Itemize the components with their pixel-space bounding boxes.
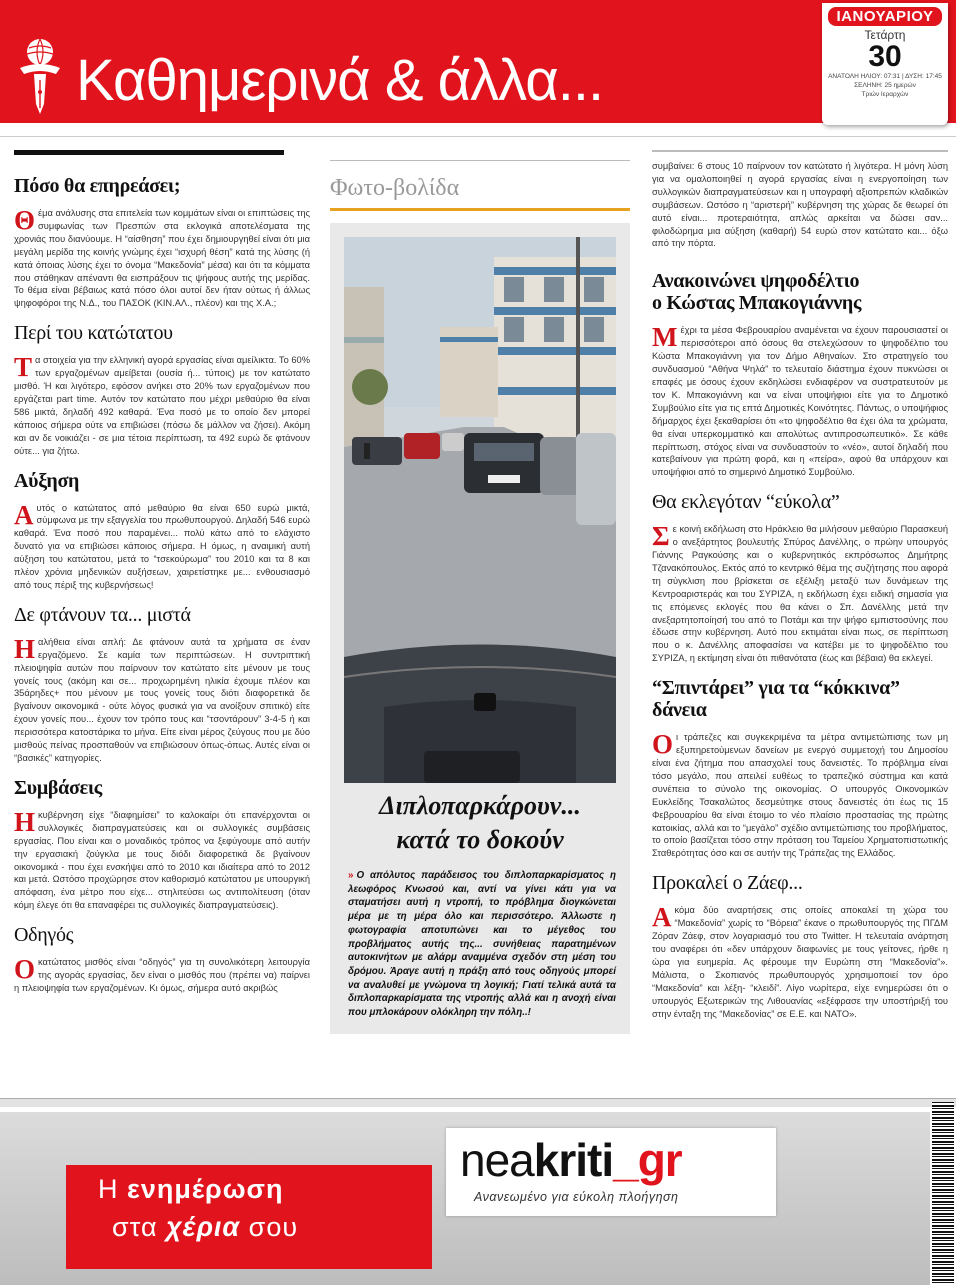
article-title: “Σπιντάρει” για τα “κόκκινα” δάνεια [652,677,900,722]
advertisement-banner[interactable] [0,1112,930,1285]
masthead-title: Καθημερινά & άλλα... [76,48,604,113]
article-body: Ακόμα δύο αναρτήσεις στις οποίες αποκαλεί τη χώρα του “Μακεδονία” χωρίς το “Βόρεια” έκανε ο πρωθυπουργός της ΠΓΔΜ Ζόραν Ζάεφ, στον λογαριασμό του στο Twitter. Η τελευταία ανάρτηση του αναφέρει ότι «δεν υπάρχουν διαφωνίες με τους γείτονες, ήρθε η ώρα για ευημερία. Ας φέρουμε την Ευρώπη στη “Μακεδονία”». Μάλιστα, ο Σκοπιανός πρωθυπουργός χρησιμοποιεί τον όρο “Μακεδονία” και λέξη- “κλειδί”. Λίγο νωρίτερα, είχε ενημερώσει ότι ο υπουργός Εξωτερικών της Λιθουανίας «εξέφρασε την υποστήριξή του στην ένταξη της “Μακεδονίας” σε Ε.Ε. και ΝΑΤΟ». [652,902,948,1019]
drop-cap: Μ [652,322,678,353]
date-tag [822,3,948,125]
date-sun-times: ΑΝΑΤΟΛΗ ΗΛΙΟΥ: 07:31 | ΔΥΣΗ: 17:45 [828,73,942,80]
article-body: Ο κατώτατος μισθός είναι “οδηγός” για τη συνολικότερη λειτουργία της αγοράς εργασίας, δεν είναι ο μισθός που (πρέπει να) παίρνει η πλειοψηφία των εργαζομένων. Κι όμως, σήμερα αυτό ακριβώς [14,954,310,993]
masthead-divider [0,130,956,137]
article-body: Η κυβέρνηση είχε “διαφημίσει” το καλοκαίρι ότι επανέρχονται οι συλλογικές διαπραγματεύσεις και οι συλλογικές συμβάσεις εργασίας. Που είναι και ο μοναδικός τρόπος να ξεφύγουμε από αυτήν την εργασιακή ζούγκλα με τους διόδι διαφορετικά δε βγαίνουν οικονομικά - που έχει ενσκήψει από το 2010 και ιδιαίτερα από το 2012 και μετά. Ωστόσο προχώρησε στον καθορισμό κατώτατου με υπουργική απόφαση, ένα μέτρο που είχε... στηλιτεύσει ως αντιπολίτευση (όταν κόμη έλεγε ότι θα επαναφέρει τις συλλογικές διαπραγματεύσεις). [14,806,310,911]
drop-cap: Η [14,633,36,664]
date-month: ΙΑΝΟΥΑΡΙΟΥ [828,7,942,26]
article-body: Αυτός ο κατώτατος από μεθαύριο θα είναι 650 ευρώ μικτά, σύμφωνα με την εξαγγελία του πρωθυπουργού. Δηλαδή 546 ευρώ καθαρά. Ένα ποσό που παραμένει... πολύ κάτω από το ελάχιστο δυνατό για να επιβιώσει κάποιος σήμερα. Η όμως, η αναιμική αυτή αύξηση του κατώτατου, μετά το “τσεκούρωμα” του 2010 και τα 8 και πλέον χρόνια μηδενικών αυξήσεων, χαιρετίστηκε με... ενθουσιασμό από τους πέριξ της κυβερνήσεως! [14,499,310,590]
license-plate [488,475,520,483]
left-column-rule [14,150,284,155]
article-title: Αύξηση [14,469,80,492]
drop-cap: Ο [652,729,674,760]
article-body: Η αλήθεια είναι απλή: Δε φτάνουν αυτά τα χρήματα σε έναν εργαζόμενο. Σε καμία των περιπτώσεων. Η συντριπτική πλειοψηφία αυτών που παίρνουν τον κατώτατο είτε μένουν με τους γονείς τους (ακόμη και σε... προχωρημένη ηλικία έχουμε πλέον και 35άρηδες+ που μένουν με τους γονείς τους διότι διαφορετικά δε βγαίνουν οικονομικά - ούτε λόγος φυσικά για να ανοίξουν σπιτικό) είτε έχουν γονείς που... έχουν τον τρόπο τους και “τσοντάρουν” 3-4-5 ή και περισσότερα κατοστάρικα το μήνα. Είτε είναι μέρος ζεύγους που με δύο μισθούς πείνας προσπαθούν να επιβιώσουν όπως-όπως. Αυτές είναι οι “βασικές” κατηγορίες. [14,633,310,763]
middle-column [330,150,630,1034]
ad-divider [0,1098,956,1107]
article-title: Συμβάσεις [14,776,102,799]
ad-slogan: Ανανεωμένο για εύκολη πλοήγηση [474,1190,679,1204]
drop-cap: Σ [652,521,670,552]
barcode [932,1102,954,1284]
drop-cap: Α [652,902,672,933]
date-day-number: 30 [868,40,902,73]
left-column [14,150,310,1007]
drop-cap: Η [14,806,36,837]
middle-column-rule [330,160,630,161]
section-label-underline [330,208,630,211]
pen-globe-logo-icon [16,34,78,116]
ad-tagline-line2: στα χέρια σου [112,1212,299,1242]
neakriti-logo: neakriti_gr [460,1134,682,1186]
drop-cap: Α [14,499,34,530]
drop-cap: Ο [14,954,36,985]
masthead [0,0,956,123]
article-title: Ανακοινώνει ψηφοδέλτιο ο Κώστας Μπακογιάννης [652,270,862,315]
drop-cap: Τ [14,352,33,383]
article-title: Περί του κατώτατου [14,322,173,345]
section-label: Φωτο-βολίδα [330,175,460,201]
article-title: Θα εκλεγόταν “εύκολα” [652,491,840,514]
right-column-rule [652,150,948,152]
photo-headline: Διπλοπαρκάρουν... κατά το δοκούν [379,791,581,854]
right-column [652,150,948,1032]
article-body: Οι τράπεζες και συγκεκριμένα τα μέτρα αντιμετώπισης των μη εξυπηρετούμενων δανείων με ενεργό συμμετοχή του Δημοσίου είναι ένα ζήτημα που απασχολεί τους δανειστές. Το πρόβλημα είναι τόσο μεγάλο, που απειλεί ευθέως το τραπεζικό σύστημα και κατά συνέπεια το σύνολο της οικονομίας. Ο υπουργός Οικονομικών Ευκλείδης Τσακαλώτος δεσμεύτηκε στους δανειστές ότι έως τις 15 Φεβρουαρίου θα είναι έτοιμο το νέο πλαίσιο προστασίας της πρώτης κατοικίας, αλλά και το “μεγάλο” σχέδιο αντιμετώπισης του προβλήματος, το οποίο βασίζεται τόσο στην πρόταση του Ταμείου Χρηματοπιστωτικής Σταθερότητας όσο και σε αυτήν της Τράπεζας της Ελλάδος. [652,729,948,859]
article-body-continued: συμβαίνει: 6 στους 10 παίρνουν τον κατώτατο ή λιγότερα. Η μόνη λύση για να ομαλοποιηθεί η αγορά εργασίας είναι η ενεργοποίηση των συλλογικών διαπραγματεύσεων και η υπογραφή αξιοπρεπών κλαδικών συμβάσεων. Ωστόσο η “αριστερή” κυβέρνηση της χώρας δε θεωρεί ότι αυτό είναι... προτεραιότητα, απλώς αρκείται να δώσει σαν... φιλοδώρημα μια αύξηση (καθαρή) 54 ευρώ στον κατώτατο και... όξω από την πόρτα. [652,161,948,249]
double-arrow-icon: » [348,870,354,881]
article-title: Προκαλεί ο Ζάεφ... [652,872,803,895]
street-photo [344,237,616,783]
article-body: Σε κοινή εκδήλωση στο Ηράκλειο θα μιλήσουν μεθαύριο Παρασκευή ο ανεξάρτητος βουλευτής Σπύρος Δανέλλης, ο πρώην υπουργός Γιάννης Ραγκούσης και ο κυβερνητικός εκπρόσωπος Δημήτρης Τζανακόπουλος. Εκτός από το κεντρικό θέμα της συζήτησης που αφορά τη σύγκλιση που βρίσκεται σε εξέλιξη μεταξύ των δυνάμεων της Κεντροαριστεράς και του ΣΥΡΙΖΑ, η εκδήλωση έχει ειδική σημασία για τις επόμενες εκλογές που θα κάνει ο Σπ. Δανέλλης μετά την ανεξαρτητοποίησή του από το Ποτάμι και την ψήφο εμπιστοσύνης που έδωσε στην κυβέρνηση. Αυτό που εκτιμάται είναι πως, σε περίπτωση που ο κ. Δανέλλης αποφασίσει να κατέβει με το ψηφοδέλτιο του ΣΥΡΙΖΑ, η εκτίμηση είναι ότι πιθανότατα (έως και βέβαια) θα εκλεγεί. [652,521,948,664]
ad-logo-box [446,1128,776,1216]
article-body: Θέμα ανάλυσης στα επιτελεία των κομμάτων είναι οι επιπτώσεις της συμφωνίας των Πρεσπών στα εκλογικά αποτελέσματα της χρονιάς που διανύουμε. Η “αίσθηση” που έχει δημιουργηθεί είναι ότι μια μεγάλη μερίδα της κοινής γνώμης έχει “ισχυρή θέση” κατά της λύσης (ή κατά όποιας λύσης έχει το όνομα “Μακεδονία” μέσα) και ότι τα κόμματα που στάθηκαν απέναντι θα εισπράξουν τις ψήφους αυτής της μερίδας. Το θέμα είναι βέβαιως κατά πόσο όλοι αυτοί δεν ήταν ούτως ή άλλως ψηφοφόροι της Ν.Δ., του ΠΑΣΟΚ (ΚΙΝ.ΑΛ., πλέον) και της Χ.Α.; [14,205,310,309]
photo-caption: » Ο απόλυτος παράδεισος του διπλοπαρκαρίσματος η λεωφόρος Κνωσού και, αντί να γίνει κάτι για να σταματήσει αυτή η ντροπή, το πρόβλημα διογκώνεται μέρα με τη μέρα όλο και περισσότερο. Άλλωστε η φωτογραφία αποτυπώνει και το μέγεθος του προβλήματος αυτής της... συνήθειας παρατημένων αυτοκινήτων με αλάρμ αναμμένα σχεδόν στη μέση του δρόμου. Άραγε αυτή η πράξη από τους οδηγούς μπορεί να αναλυθεί με γνώμονα τη λογική; Γιατί τελικά αυτά τα διπλοπαρκαρίσματα της ντροπής αλλά και η ανοχή είναι που μπλοκάρουν ολόκληρη την πόλη..! [348,870,616,1019]
article-title: Δε φτάνουν τα... μιστά [14,603,191,626]
street-photo-illustration [344,237,616,783]
date-feast: Τριών Ιεραρχών [861,91,909,98]
article-title: Οδηγός [14,924,74,947]
article-title: Πόσο θα επηρεάσει; [14,175,181,197]
date-moon: ΣΕΛΗΝΗ: 25 ημερών [854,82,916,89]
drop-cap: Θ [14,205,36,235]
article-body: Τα στοιχεία για την ελληνική αγορά εργασίας είναι αμείλικτα. Το 60% των εργαζομένων αμείβεται (ουσία ή... τύποις) με τον κατώτατο μισθό. Ή και λιγότερο, εφόσον ανήκει στο 20% των εργαζομένων που εργάζεται part time. Αυτόν τον κατώτατο που μέχρι μεθαύριο θα είναι 586 μικτά, δηλαδή 492 καθαρά. Ένα ποσό με το οποίο δεν μπορεί κάποιος σήμερα ούτε να επιβιώσει (πόσω δε μάλλον να ζήσει). Ακόμη και αν δε νοικιάζει - σε μια τέτοια περίπτωση, τα 492 ευρώ δε φτάνουν ούτε... για ζήτω. [14,352,310,456]
date-weekday: Τετάρτη [864,28,906,42]
ad-tagline-line1: Η ενημέρωση [98,1174,284,1204]
photo-feature [330,223,630,1034]
article-body: Μέχρι τα μέσα Φεβρουαρίου αναμένεται να έχουν παρουσιαστεί οι περισσότεροι από όσους θα στελεχώσουν το ψηφοδέλτιο του Κώστα Μπακογιάννη για τον Δήμο Αθηναίων. Στο στρατηγείο του συνδυασμού “Αθήνα Ψηλά” το τελευταίο διάστημα έχουν πυκνώσει οι επαφές με όσους έχουν εκδηλώσει ενδιαφέρον να συστρατευτούν με τον Κ. Μπακογιάννη και να είναι υποψήφιοι είτε για το Δημοτικό Συμβούλιο είτε για τις επτά Δημοτικές Κοινότητες. Πάντως, ο υποψήφιος δήμαρχος έχει ξεκαθαρίσει ότι «το ψηφοδέλτιο θα έχει όλα τα χρώματα, θα είναι υπερκομματικό και απολύτως αντιπροσωπευτικό». Σε κάθε περίπτωση, στόχος είναι να συνδυαστούν το «νέο», αυτοί δηλαδή που κατεβαίνουν για πρώτη φορά, και η «πείρα», αφού θα υπάρχουν και υποψήφιοι από το σημερινό Δημοτικό Συμβούλιο. [652,322,948,478]
